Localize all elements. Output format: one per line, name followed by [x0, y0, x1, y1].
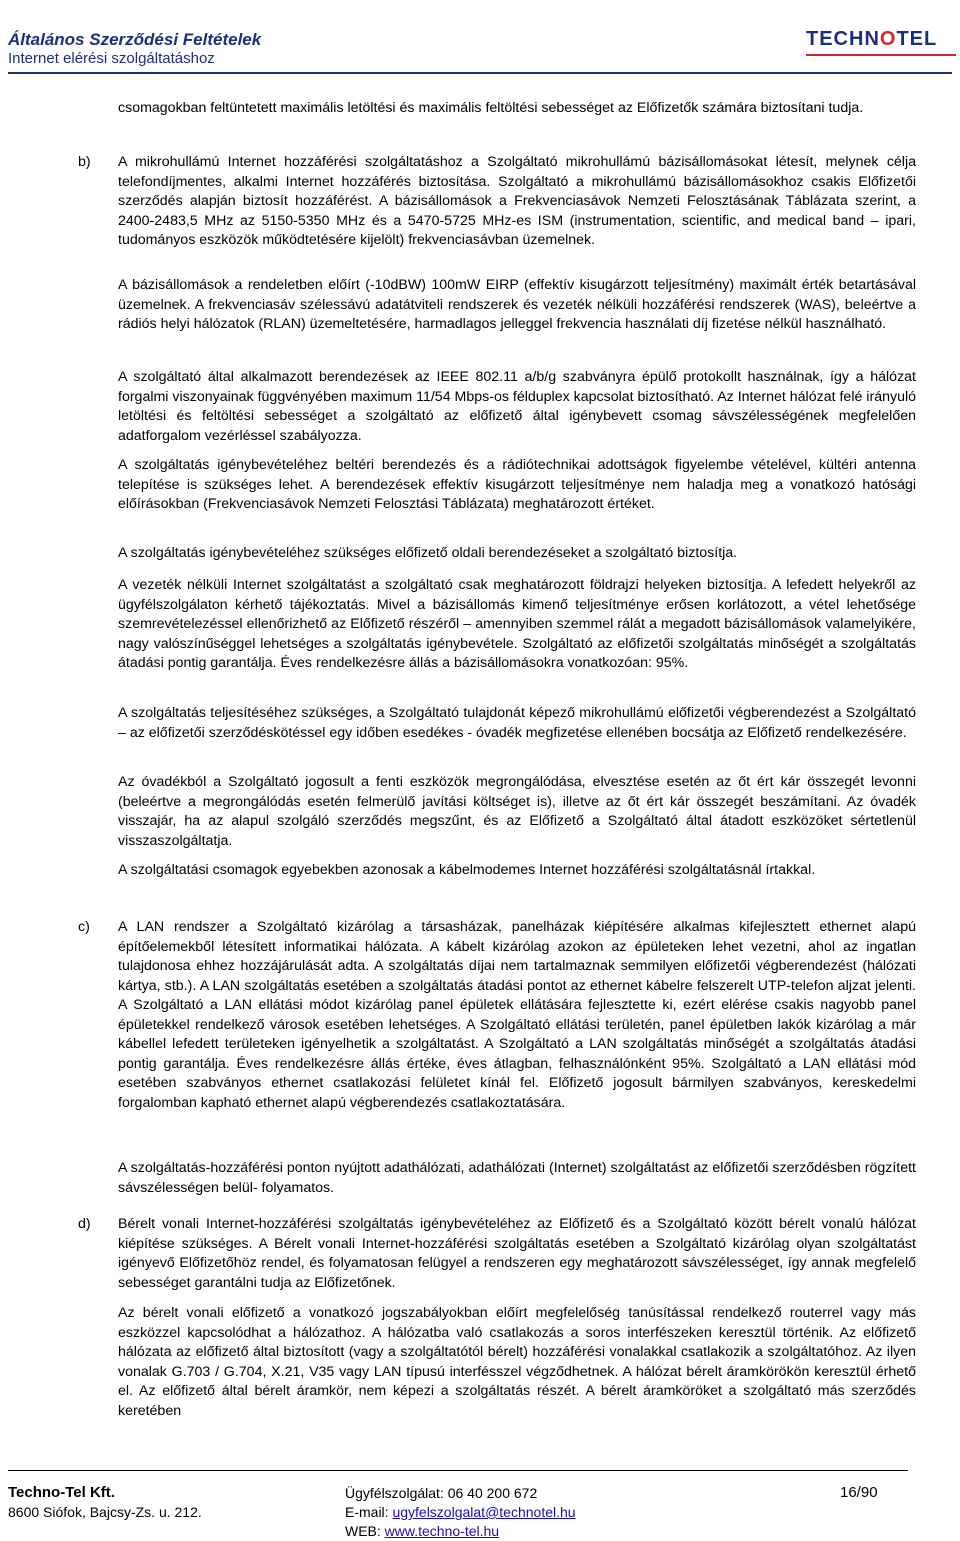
item-label-d: d)	[78, 1216, 91, 1232]
paragraph: A szolgáltatás igénybevételéhez beltéri berendezés és a rádiótechnikai adottságok figyelembe vételével, kültéri antenna telepítése is szükséges lehet. A berendezések effektív kisugárzott teljesítménye nem haladja meg a vonatkozó hatósági előírásokban (Frekvenciasávok Nemzeti Felosztási Táblázata) meghatározott értéket.	[118, 457, 916, 512]
footer-divider	[8, 1470, 908, 1471]
page-header	[0, 0, 960, 75]
footer-email-link[interactable]: ugyfelszolgalat@technotel.hu	[392, 1504, 576, 1520]
paragraph: A vezeték nélküli Internet szolgáltatást a szolgáltató csak meghatározott földrajzi helyeken biztosítja. A lefedett helyekről az ügyfélszolgálaton kérhető tájékoztatás. Mivel a bázisállomás kimenő teljesítménye erősen korlátozott, a vétel lehetősége szemrevételezéssel ellenőrizhető az Előfizető részéről – amennyiben szemmel rálát a megadott bázisállomások valamelyikére, nagy valószínűséggel lehetséges a szolgáltatás igénybevétele. Szolgáltató az előfizetői szolgáltatás minőségét a szolgáltatás átadási pontig garantálja. Éves rendelkezésre állás a bázisállomásokra vonatkozóan: 95%.	[118, 577, 916, 671]
paragraph: A szolgáltatás-hozzáférési ponton nyújtott adathálózati, adathálózati (Internet) szolgáltatást az előfizetői szerződésben rögzített sávszélességen belül- folyamatos.	[118, 1160, 916, 1196]
technotel-logo: TECHNOTEL	[806, 26, 956, 62]
paragraph: A szolgáltatás teljesítéséhez szükséges, a Szolgáltató tulajdonát képező mikrohullámú előfizetői végberendezést a Szolgáltató – az előfizetői szerződéskötéssel egy időben esedékes - óvadék megfizetése ellenében bocsátja az Előfizető rendelkezésére.	[118, 705, 916, 741]
paragraph: A szolgáltató által alkalmazott berendezések az IEEE 802.11 a/b/g szabványra épülő protokollt használnak, így a hálózat forgalmi viszonyainak függvényében maximum 11/54 Mbps-os félduplex kapcsolat biztosítható. Az Internet hálózat felé irányuló letöltési és feltöltési sebességet a szolgáltató az előfizető által igénybevett csomag sávszélességének megfelelően adatforgalom vezérléssel szabályozza.	[118, 369, 916, 444]
paragraph: A mikrohullámú Internet hozzáférési szolgáltatáshoz a Szolgáltató mikrohullámú bázisállomásokat létesít, melynek célja telefondíjmentes, alkalmi Internet hozzáférés biztosítása. Szolgáltató a mikrohullámú bázisállomásokhoz csakis Előfizetői szerződés alapján biztosít hozzáférést. A bázisállomások a Frekvenciasávok Nemzeti Felosztásának Táblázata szerint, a 2400-2483,5 MHz az 5150-5350 MHz és a 5470-5725 MHz-es ISM (instrumentation, scientific, and medical band – ipari, tudományos eszközök működtetésére kijelölt) frekvenciasávban üzemelnek.	[118, 154, 916, 248]
footer-contact: Ügyfélszolgálat: 06 40 200 672 E-mail: ugyfelszolgalat@technotel.hu WEB: www.techno-tel.hu	[345, 1485, 576, 1539]
paragraph: Az bérelt vonali előfizető a vonatkozó jogszabályokban előírt megfelelőség tanúsítással rendelkező routerrel vagy más eszközzel kapcsolódhat a hálózathoz. A hálózatba való csatlakozás a soros interfészeken keresztül történik. Az előfizető hálózata az előfizető által biztosított (vagy a szolgáltatótól bérelt) hozzáférési vonalakkal csatlakozik a szolgáltatóhoz. Az ilyen vonalak G.703 / G.704, X.21, V35 vagy LAN típusú interfésszel végződhetnek. A hálózat bérelt áramkörökön keresztül érhető el. Az előfizető által bérelt áramkör, nem képezi a szolgáltatás részét. A bérelt áramköröket a szolgáltató más szerződés keretében	[118, 1305, 916, 1419]
footer-address: 8600 Siófok, Bajcsy-Zs. u. 212.	[8, 1504, 202, 1520]
paragraph: csomagokban feltüntetett maximális letöltési és maximális feltöltési sebességet az Előfizetők számára biztosítani tudja.	[118, 100, 864, 116]
footer-web-link[interactable]: www.techno-tel.hu	[384, 1523, 500, 1539]
document-title: Általános Szerződési Feltételek	[8, 30, 262, 49]
item-label-b: b)	[78, 154, 91, 170]
paragraph: A LAN rendszer a Szolgáltató kizárólag a társasházak, panelházak kiépítésére alkalmas kifejlesztett ethernet alapú építőelemekből létesített informatikai hálózata. A kábelt kizárólag azokon az épületeken lehet vezetni, ahol az ingatlan tulajdonosa ehhez hozzájárulását adta. A szolgáltatás díjai nem tartalmaznak semmilyen előfizetői végberendezést (hálózati kártya, stb.). A LAN szolgáltatás esetében a szolgáltatás átadási pontot az ethernet kábelre felszerelt UTP-telefon aljzat jelenti. A Szolgáltató a LAN ellátási módot kizárólag panel épületek ellátására fejlesztette ki, ezért elérése csakis nagyobb panel épületekkel rendelkező városok esetében lehetséges. A Szolgáltató ellátási területén, panel épületben lakók kizárólag a már kábellel lefedett területeken igényelhetik a szolgáltatást. A Szolgáltató a LAN szolgáltatás minőségét a szolgáltatás átadási pontig garantálja. Éves rendelkezésre állás értéke, éves átlagban, felhasználónként 95%. Szolgáltató a LAN ellátási mód esetében szabványos ethernet csatlakozási felületet kínál fel. Előfizető jogosult bármilyen szabványos, kereskedelmi forgalomban kapható ethernet alapú végberendezés csatlakoztatására.	[118, 919, 916, 1111]
paragraph: A szolgáltatási csomagok egyebekben azonosak a kábelmodemes Internet hozzáférési szolgáltatásnál írtakkal.	[118, 862, 816, 878]
page-number: 16/90	[840, 1484, 878, 1501]
header-divider	[8, 72, 952, 74]
paragraph: A szolgáltatás igénybevételéhez szükséges előfizető oldali berendezéseket a szolgáltató biztosítja.	[118, 545, 738, 561]
footer-service-phone: Ügyfélszolgálat: 06 40 200 672	[345, 1485, 538, 1501]
footer-company: Techno-Tel Kft.	[8, 1484, 115, 1501]
paragraph: A bázisállomások a rendeletben előírt (-10dBW) 100mW EIRP (effektív kisugárzott teljesítmény) maximált érték betartásával üzemelnek. A frekvenciasáv szélessávú adatátviteli rendszerek és vezeték nélküli hozzáférési rendszerek (WAS), beleértve a rádiós helyi hálózatok (RLAN) üzemeltetésére, harmadlagos jelleggel frekvencia használati díj fizetése nélkül használható.	[118, 277, 916, 332]
paragraph: Bérelt vonali Internet-hozzáférési szolgáltatás igénybevételéhez az Előfizető és a Szolgáltató között bérelt vonalú hálózat kiépítése szükséges. A Bérelt vonali Internet-hozzáférési szolgáltatás esetében a Szolgáltató kizárólag olyan szolgáltatást igényevő Előfizetőhöz rendel, és folyamatosan felügyel a rendszeren egy meghatározott sávszélességet, így annak megfelelő sebességet garantálni tudja az Előfizetőnek.	[118, 1216, 916, 1291]
page-footer	[0, 1470, 960, 1538]
item-label-c: c)	[78, 919, 90, 935]
paragraph: Az óvadékból a Szolgáltató jogosult a fenti eszközök megrongálódása, elvesztése esetén az őt ért kár összegét levonni (beleértve a megrongálódás esetén felmerülő javítási költséget is), illetve az őt ért kár összegét beszámítani. Az óvadék visszajár, ha az alapul szolgáló szerződés megszűnt, és az Előfizető a Szolgáltató által átadott eszközöket sértetlenül visszaszolgáltatja.	[118, 774, 916, 849]
document-subtitle: Internet elérési szolgáltatáshoz	[8, 50, 215, 67]
